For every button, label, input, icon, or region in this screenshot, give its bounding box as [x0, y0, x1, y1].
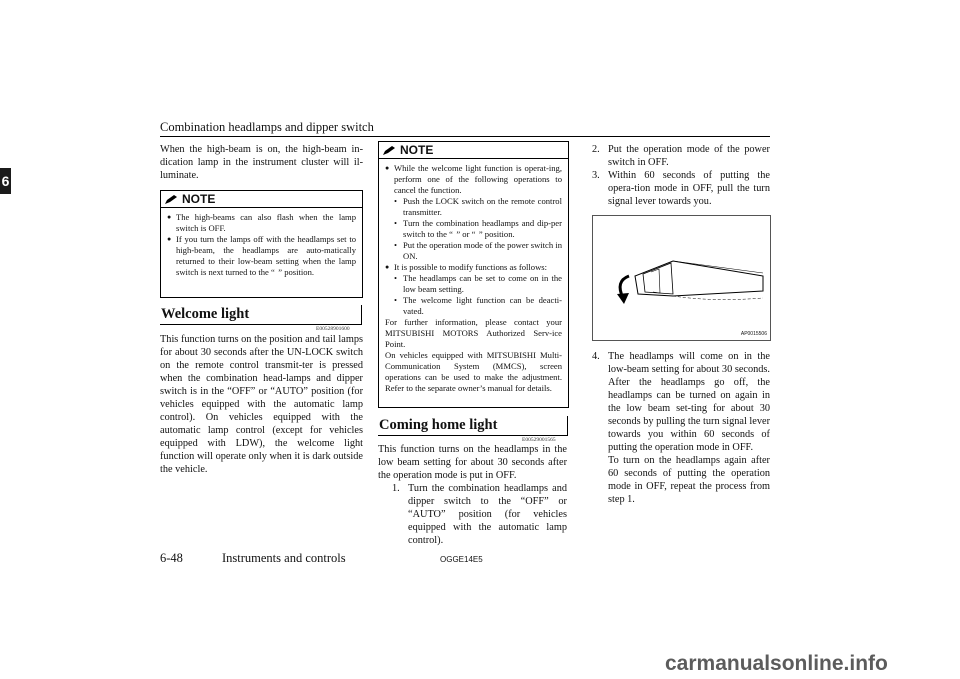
col3-steps-bottom [592, 350, 770, 506]
watermark: carmanualsonline.info [665, 652, 888, 675]
intro-paragraph: When the high-beam is on, the high-beam in-dication lamp in the instrument cluster will il-luminate. [160, 144, 363, 181]
footer-code: OGGE14E5 [440, 555, 483, 564]
note-body [379, 159, 568, 398]
col1-note-box [160, 190, 363, 298]
section-title: Welcome light [161, 306, 250, 322]
note-subitem: • Turn the combination headlamps and dip-per switch to the “ ” or “ ” position. [394, 218, 562, 239]
note-item: ● If you turn the lamps off with the headlamps set to high-beam, the headlamps are auto-matically returned to their low-beam setting when the lamp switch is next turned to the “ ” position. [167, 234, 356, 277]
note-title: NOTE [400, 143, 434, 157]
note-subitem: • The welcome light function can be deacti-vated. [394, 295, 562, 316]
col1-intro [160, 143, 363, 182]
section-code: E00529001565 [522, 437, 556, 443]
note-title: NOTE [182, 192, 216, 206]
note-item: ● While the welcome light function is operat-ing, perform one of the following operations to cancel the function. [385, 163, 562, 195]
step-continuation: To turn on the headlamps again after 60 seconds of putting the operation mode in OFF, repeat the process from step 1. [608, 455, 770, 505]
section-code: E00528901600 [316, 326, 350, 332]
turn-signal-figure [592, 215, 771, 341]
col3-steps-top [592, 143, 770, 208]
header-rule [160, 136, 770, 137]
note-subitem: • Put the operation mode of the power switch in ON. [394, 240, 562, 261]
turn-signal-lever-illustration [593, 216, 770, 340]
note-paragraph: For further information, please contact your MITSUBISHI MOTORS Authorized Serv-ice Point. [385, 317, 562, 349]
coming-home-body [378, 443, 567, 547]
note-paragraph: On vehicles equipped with MITSUBISHI Multi-Communication System (MMCS), screen operations can be used to make the adjustment. Refer to the separate owner’s manual for details. [385, 350, 562, 393]
welcome-light-body [160, 333, 363, 476]
note-subitem: • Push the LOCK switch on the remote control transmitter. [394, 196, 562, 217]
body-paragraph: This function turns on the headlamps in the low beam setting for about 30 seconds after the operation mode is put in OFF. [378, 444, 567, 481]
chapter-tab: 6 [0, 168, 11, 194]
note-header [379, 142, 568, 159]
note-header [161, 191, 362, 208]
figure-code: AP0015506 [740, 331, 767, 337]
footer-section: Instruments and controls [222, 551, 346, 565]
note-item: ● It is possible to modify functions as follows: [385, 262, 548, 272]
step-item: 3. Within 60 seconds of putting the opera-tion mode in OFF, pull the turn signal lever towards you. [592, 170, 770, 207]
note-pencil-icon [382, 145, 396, 156]
running-header: Combination headlamps and dipper switch [160, 120, 374, 134]
welcome-light-heading [160, 305, 362, 325]
page-number: 6-48 [160, 551, 183, 565]
section-title: Coming home light [379, 417, 498, 433]
body-paragraph: This function turns on the position and tail lamps for about 30 seconds after the UN-LOCK switch on the remote control transmit-ter is pressed when the combination head-lamps and dipper switch is in the “OFF” or “AUTO” position (for vehicles equipped with the automatic lamp control). On vehicles equipped with the automatic lamp control (except for vehicles equipped with LDW), the welcome light function will operate only when it is dark outside the vehicle. [160, 334, 363, 475]
coming-home-heading [378, 416, 568, 436]
note-item: ● The high-beams can also flash when the lamp switch is OFF. [167, 212, 356, 233]
note-pencil-icon [164, 194, 178, 205]
note-body [161, 208, 362, 282]
step-item: 4. The headlamps will come on in the low-beam setting for about 30 seconds. After the headlamps go off, the headlamps can be turned on again in the low beam set-ting for about 30 seconds by pulling the turn signal lever towards you within 60 seconds of putting the operation mode in OFF. [592, 351, 770, 453]
step-item: 2. Put the operation mode of the power switch in OFF. [592, 144, 770, 168]
step-item: 1. Turn the combination headlamps and dipper switch to the “OFF” or “AUTO” position (for vehicles equipped with the automatic lamp control). [392, 483, 567, 546]
note-subitem: • The headlamps can be set to come on in the low beam setting. [394, 273, 562, 294]
col2-note-box [378, 141, 569, 408]
